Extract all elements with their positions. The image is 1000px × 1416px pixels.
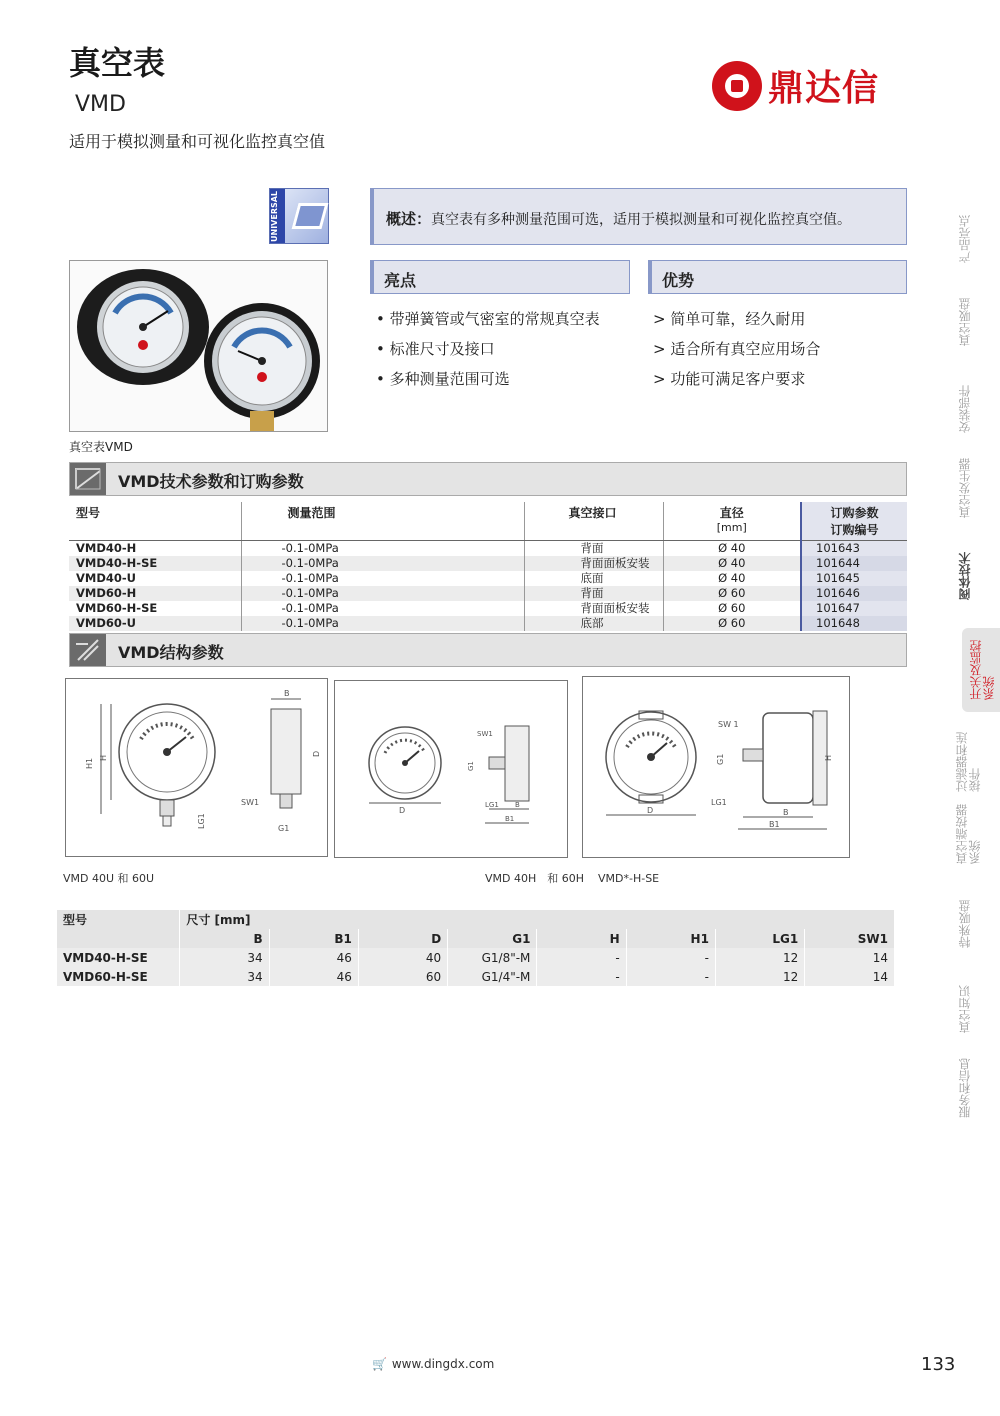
table-row <box>69 586 907 601</box>
dim-label-b: B <box>783 808 789 817</box>
cell-b1: 46 <box>269 967 358 986</box>
footer-url-text[interactable]: www.dingdx.com <box>391 1357 495 1371</box>
highlight-item: • 带弹簧管或气密室的常规真空表 <box>376 310 600 328</box>
cell-range: -0.1-0MPa <box>241 586 524 601</box>
cell-port: 背面 <box>524 586 663 601</box>
highlights-list <box>376 304 600 394</box>
advantages-list <box>653 304 820 394</box>
universal-badge-label: UNIVERSAL <box>270 189 285 243</box>
spec-section-bar <box>69 462 907 496</box>
table-row <box>57 948 895 967</box>
dim-col-g1: G1 <box>448 929 537 948</box>
cell-d: 60 <box>358 967 447 986</box>
cell-diameter: Ø 40 <box>663 571 801 586</box>
dim-label-lg1: LG1 <box>711 798 727 807</box>
cell-range: -0.1-0MPa <box>241 601 524 616</box>
cell-h: - <box>537 967 626 986</box>
cell-h: - <box>537 948 626 967</box>
drawing-caption-2: VMD 40H 和 60H <box>485 872 585 885</box>
dim-col-h: H <box>537 929 626 948</box>
page-subtitle: VMD <box>75 92 126 117</box>
table-row <box>69 556 907 571</box>
cube-icon <box>285 189 328 243</box>
sidenav-item-generators[interactable]: 真空发生器 <box>958 458 972 518</box>
cell-b: 34 <box>180 967 269 986</box>
dim-col-d: D <box>358 929 447 948</box>
table-row <box>57 967 895 986</box>
cell-model: VMD40-H-SE <box>69 556 241 571</box>
dim-label-lg1: LG1 <box>485 801 499 809</box>
col-diameter-unit: [mm] <box>716 521 747 534</box>
cell-range: -0.1-0MPa <box>241 616 524 631</box>
cell-order: 101647 <box>801 601 907 616</box>
dim-col-lg1: LG1 <box>715 929 804 948</box>
universal-badge <box>269 188 329 244</box>
sidenav-item-service[interactable]: 服务和信息 <box>958 1058 972 1118</box>
cell-d: 40 <box>358 948 447 967</box>
cell-model: VMD40-H-SE <box>57 948 180 967</box>
cell-port: 底部 <box>524 616 663 631</box>
sidenav-item-suction-cups[interactable]: 真空吸盘 <box>958 298 972 346</box>
dim-label-b1: B1 <box>769 820 780 829</box>
dim-label-lg1: LG1 <box>197 813 206 829</box>
sidenav-item-end-effectors[interactable]: 真空端按器系统 <box>955 804 982 864</box>
highlight-item: • 多种测量范围可选 <box>376 370 510 388</box>
cell-sw1: 14 <box>805 967 894 986</box>
cart-icon: 🛒 <box>372 1357 387 1371</box>
dim-col-model: 型号 <box>57 910 180 929</box>
sidenav-item-mounting[interactable]: 安装部件 <box>958 385 972 433</box>
sidenav-item-filters[interactable]: 过滤器和连接件 <box>955 732 982 792</box>
cell-diameter: Ø 40 <box>663 556 801 571</box>
dim-label-b1: B1 <box>505 815 515 823</box>
cell-model: VMD40-U <box>76 571 137 585</box>
cell-model: VMD60-H-SE <box>76 601 158 615</box>
dim-label-g1: G1 <box>716 753 725 765</box>
col-order <box>801 502 907 541</box>
dim-label-d: D <box>312 750 321 757</box>
cell-g1: G1/4"-M <box>448 967 537 986</box>
product-photo <box>69 260 328 432</box>
sidenav-item-valves[interactable]: 阀体技术 <box>958 552 972 600</box>
table-row <box>69 601 907 616</box>
dim-label-b: B <box>284 689 290 698</box>
cell-range: -0.1-0MPa <box>241 556 524 571</box>
cell-b: 34 <box>180 948 269 967</box>
dim-label-g1: G1 <box>467 761 475 771</box>
advantage-item: > 简单可靠，经久耐用 <box>653 310 806 328</box>
cell-model: VMD40-H <box>76 541 137 555</box>
struct-section-bar <box>69 633 907 667</box>
page-number: 133 <box>921 1354 956 1375</box>
dim-label-sw1: SW1 <box>241 798 260 807</box>
cell-diameter: Ø 60 <box>663 601 801 616</box>
dim-col-size: 尺寸 [mm] <box>180 910 894 929</box>
dim-label-b: B <box>515 801 520 809</box>
col-order-label2: 订购编号 <box>830 523 879 537</box>
page-title: 真空表 <box>69 44 166 82</box>
dim-label-d: D <box>647 806 654 815</box>
brand-name: 鼎达信 <box>768 68 880 109</box>
sidenav-item-highlights[interactable]: 产品亮点 <box>958 215 972 263</box>
dim-col-b: B <box>180 929 269 948</box>
overview-box <box>370 188 907 245</box>
page-tagline: 适用于模拟测量和可视化监控真空值 <box>69 132 326 151</box>
table-header-row <box>57 929 895 948</box>
cell-range: -0.1-0MPa <box>241 541 524 557</box>
cell-h1: - <box>626 967 715 986</box>
dim-col-empty <box>57 929 180 948</box>
dim-label-sw1: SW 1 <box>718 720 739 729</box>
cell-port: 背面 <box>524 541 663 557</box>
drawing-caption-1: VMD 40U 和 60U <box>63 872 155 885</box>
dim-col-sw1: SW1 <box>805 929 894 948</box>
table-row <box>69 541 907 557</box>
col-port: 真空接口 <box>524 502 663 541</box>
spec-section-title: VMD技术参数和订购参数 <box>118 472 304 491</box>
cell-order: 101644 <box>801 556 907 571</box>
cell-diameter: Ø 40 <box>663 541 801 557</box>
sidenav-item-knowledge[interactable]: 真空知识 <box>958 985 972 1033</box>
drawing-vmd-u <box>65 678 328 857</box>
highlights-heading: 亮点 <box>370 260 630 294</box>
footer-url[interactable] <box>372 1357 494 1371</box>
overview-text: 真空表有多种测量范围可选，适用于模拟测量和可视化监控真空值。 <box>431 212 852 228</box>
drawing-caption-3: VMD*-H-SE <box>598 872 660 885</box>
chart-icon <box>70 463 106 495</box>
cell-g1: G1/8"-M <box>448 948 537 967</box>
cell-model: VMD60-U <box>69 616 241 631</box>
cell-model: VMD60-H-SE <box>57 967 180 986</box>
cell-port: 背面面板安装 <box>524 601 663 616</box>
cell-lg1: 12 <box>715 967 804 986</box>
table-header-row <box>57 910 895 929</box>
drawing-vmd-h <box>334 680 568 858</box>
col-order-label1: 订购参数 <box>830 506 879 520</box>
col-model: 型号 <box>69 502 241 541</box>
cell-port: 背面面板安装 <box>524 556 663 571</box>
cell-order: 101645 <box>801 571 907 586</box>
cell-model: VMD60-H <box>69 586 241 601</box>
brand-logo-icon <box>712 61 762 111</box>
col-range: 测量范围 <box>241 502 524 541</box>
overview-label: 概述： <box>386 210 432 228</box>
highlight-item: • 标准尺寸及接口 <box>376 340 495 358</box>
cell-order: 101646 <box>801 586 907 601</box>
cell-sw1: 14 <box>805 948 894 967</box>
cell-diameter: Ø 60 <box>663 616 801 631</box>
cell-order: 101643 <box>801 541 907 557</box>
dim-col-h1: H1 <box>626 929 715 948</box>
dim-label-h: H <box>99 754 108 761</box>
sidenav-item-special-cups[interactable]: 特殊吸盘 <box>958 900 972 948</box>
dim-label-h: H <box>824 754 833 761</box>
dimension-table <box>56 910 894 986</box>
advantage-item: > 功能可满足客户要求 <box>653 370 806 388</box>
dim-label-sw1: SW1 <box>477 730 493 738</box>
col-diameter-label: 直径 <box>719 506 744 520</box>
advantages-heading: 优势 <box>648 260 907 294</box>
drawing-vmd-h-se <box>582 676 850 858</box>
dim-col-b1: B1 <box>269 929 358 948</box>
cell-lg1: 12 <box>715 948 804 967</box>
advantage-item: > 适合所有真空应用场合 <box>653 340 821 358</box>
spec-table <box>69 502 907 631</box>
dim-label-d: D <box>399 806 406 815</box>
cell-order: 101648 <box>801 616 907 631</box>
brand-logo <box>712 60 879 111</box>
table-row <box>69 571 907 586</box>
dim-label-g1: G1 <box>278 824 290 833</box>
photo-caption: 真空表VMD <box>69 440 133 454</box>
col-diameter <box>663 502 801 541</box>
cell-diameter: Ø 60 <box>663 586 801 601</box>
dim-label-h1: H1 <box>85 757 94 769</box>
sidenav-active-label[interactable]: 开关及监控系统 <box>969 640 996 700</box>
table-row <box>69 616 907 631</box>
struct-section-title: VMD结构参数 <box>118 643 224 662</box>
cell-b1: 46 <box>269 948 358 967</box>
cell-range: -0.1-0MPa <box>241 571 524 586</box>
cell-port: 底面 <box>524 571 663 586</box>
caliper-icon <box>70 634 106 666</box>
cell-h1: - <box>626 948 715 967</box>
